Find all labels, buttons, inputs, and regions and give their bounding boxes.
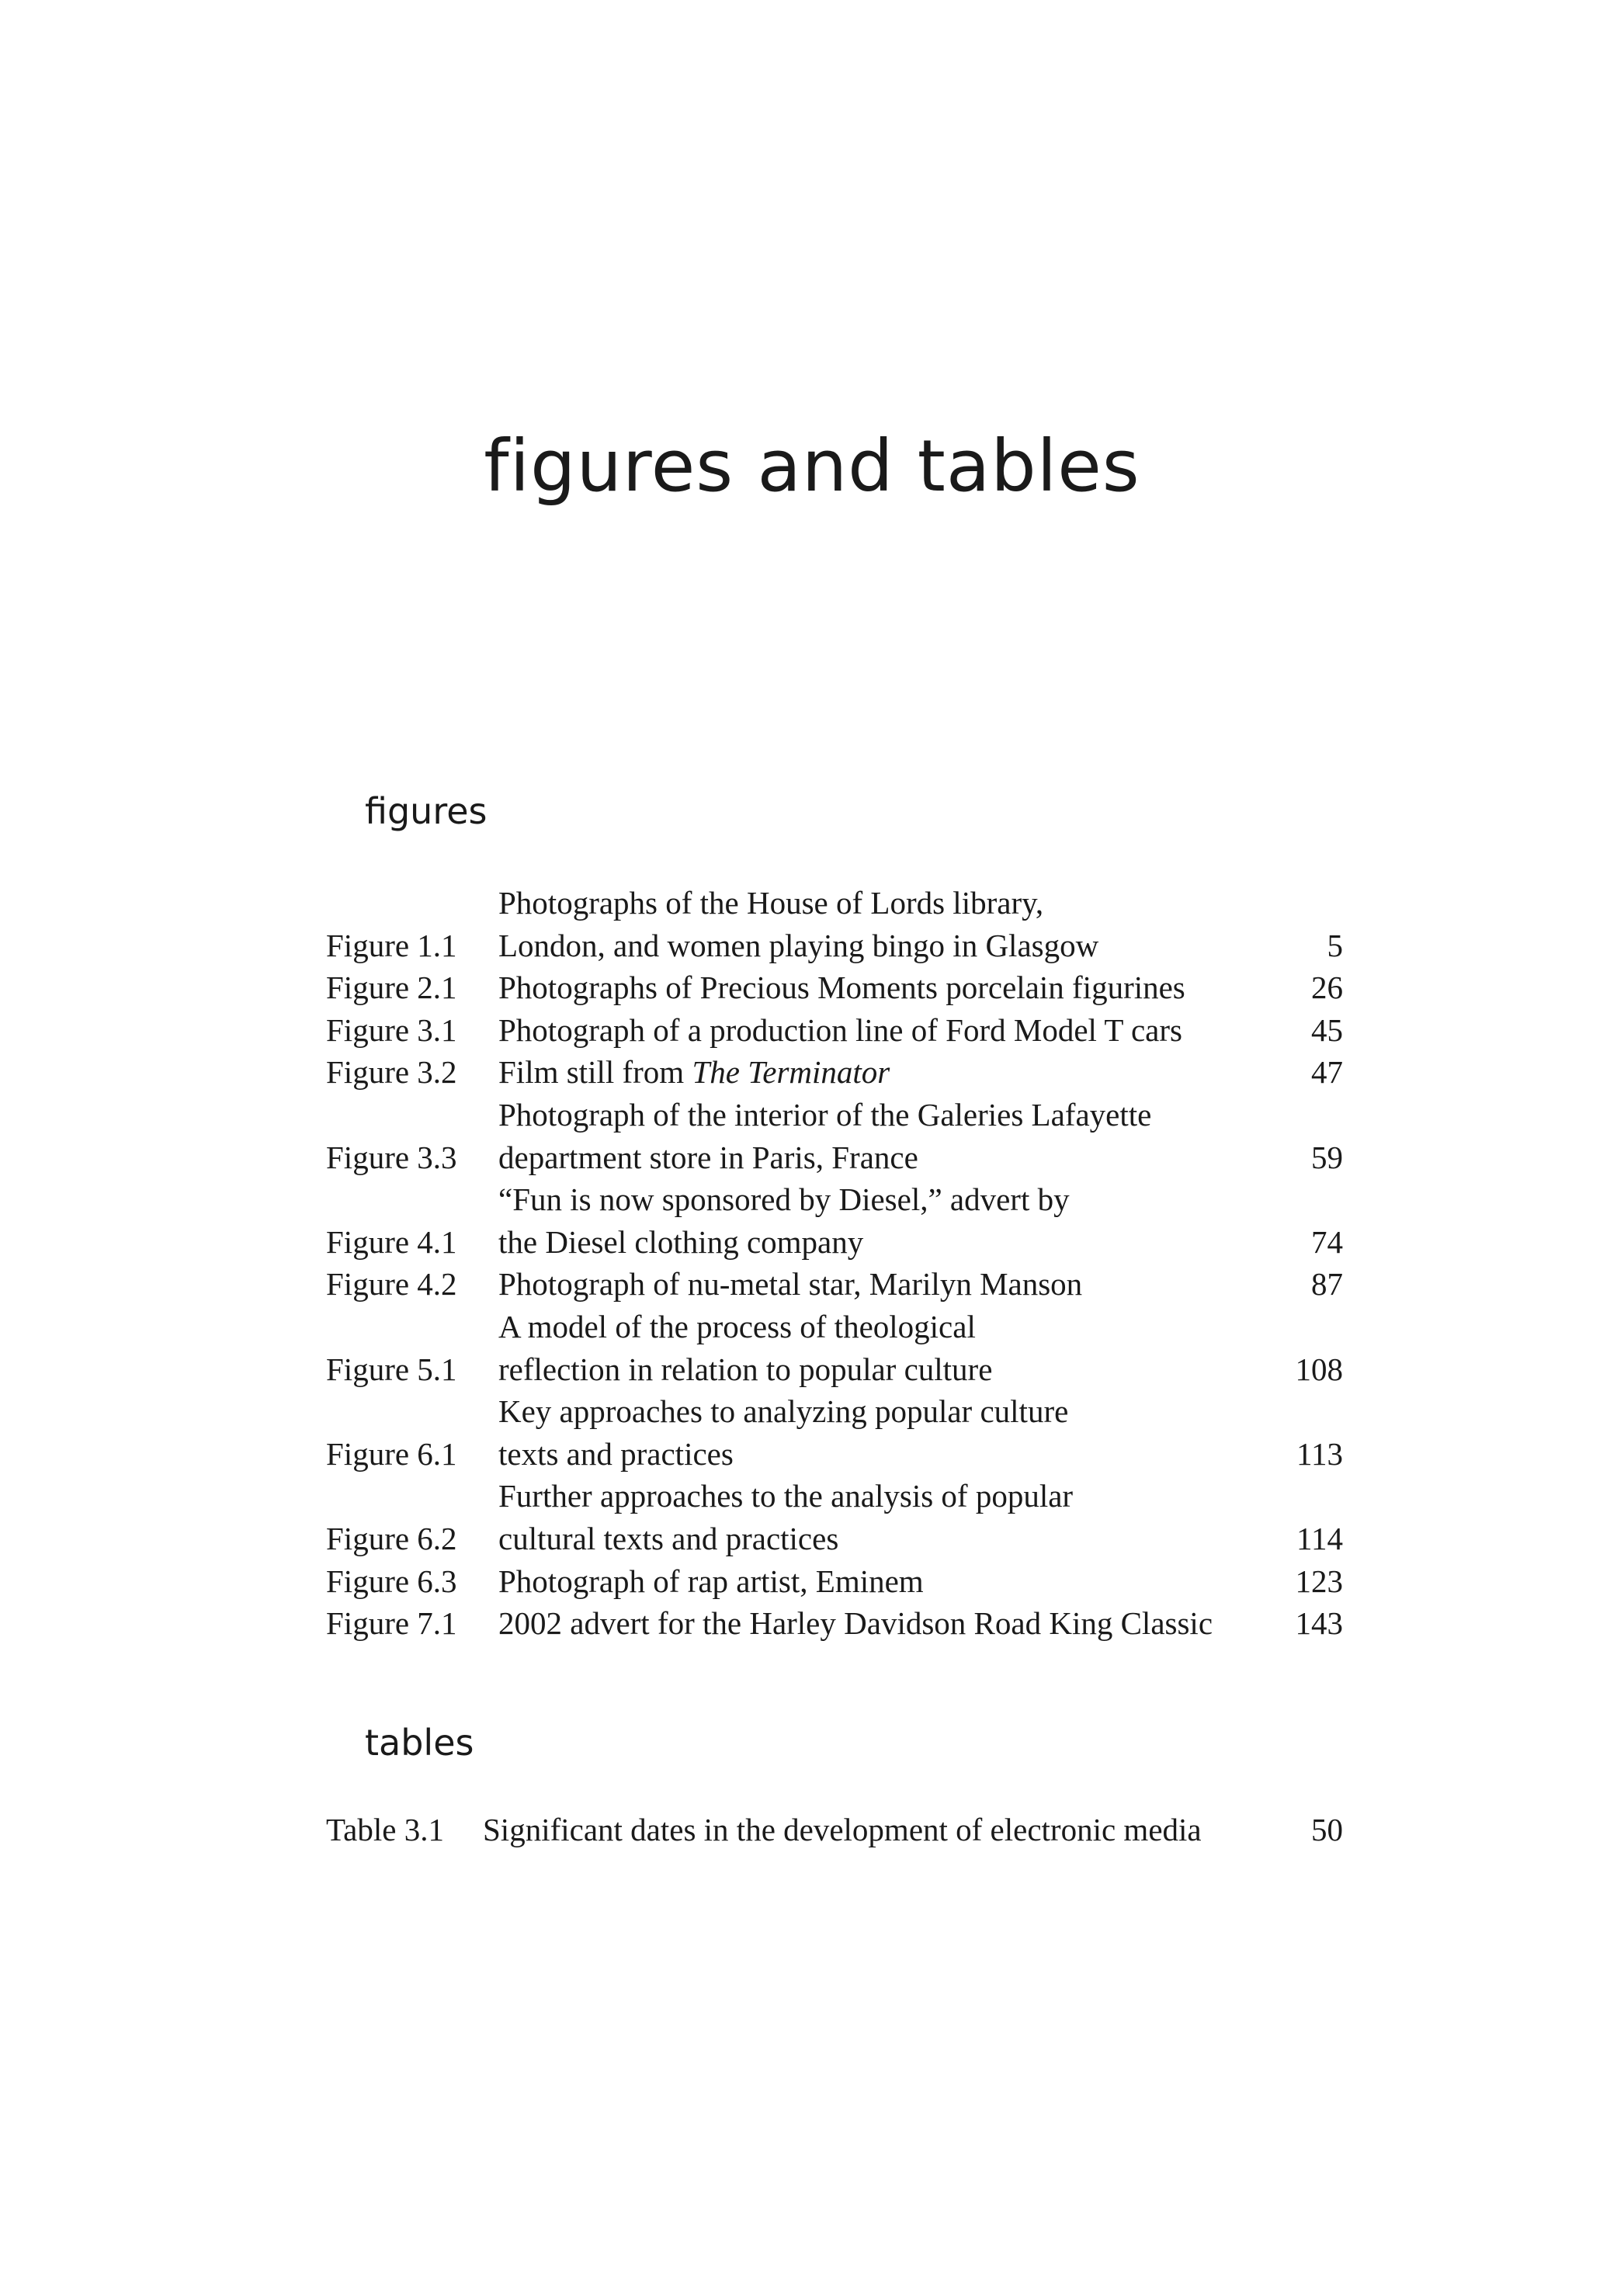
figure-entry [326,1475,1343,1559]
figure-description [498,1390,1273,1475]
tables-list [326,1809,1343,1851]
figure-description-line: department store in Paris, France [498,1139,918,1175]
tables-section-heading: tables [365,1722,474,1764]
figure-label: Figure 4.1 [326,1223,457,1260]
figure-description-line: 2002 advert for the Harley Davidson Road King Classic [498,1605,1213,1642]
figure-description-line [498,1051,1273,1094]
figure-description-line: Photograph of the interior of the Galeries Lafayette [498,1096,1152,1133]
figure-label: Figure 6.3 [326,1563,457,1599]
figure-description [498,1094,1273,1178]
figure-description-line: cultural texts and practices [498,1520,839,1556]
figure-description-line: texts and practices [498,1435,734,1472]
figure-description [498,966,1273,1009]
figures-list [326,882,1343,1645]
figure-description [498,1009,1273,1052]
figure-page-number: 114 [1296,1520,1343,1556]
figure-label: Figure 7.1 [326,1605,457,1642]
figure-description-line: Photographs of the House of Lords library, [498,885,1044,921]
figure-page-number: 47 [1311,1054,1343,1091]
figure-label: Figure 5.1 [326,1351,457,1387]
figure-description-text: Film still from [498,1054,692,1091]
figure-description-line: “Fun is now sponsored by Diesel,” advert by [498,1181,1070,1218]
figure-label: Figure 6.1 [326,1435,457,1472]
figure-page-number: 87 [1311,1266,1343,1303]
table-description [483,1809,1273,1851]
figure-entry [326,1306,1343,1390]
film-title: The Terminator [692,1054,890,1091]
figure-description [498,1560,1273,1603]
figure-entry [326,1009,1343,1052]
figure-description-line: A model of the process of theological [498,1308,976,1344]
figure-description [498,1306,1273,1390]
figure-page-number: 26 [1311,970,1343,1006]
figure-entry [326,882,1343,966]
table-entry [326,1809,1343,1851]
figure-entry [326,1178,1343,1263]
figure-description-line: Photograph of nu-metal star, Marilyn Manson [498,1266,1083,1303]
figure-description [498,882,1273,966]
figure-label: Figure 3.2 [326,1054,457,1091]
figure-entry [326,1094,1343,1178]
figure-description [498,1263,1273,1306]
figures-section-heading: figures [365,790,488,832]
figure-description-line: reflection in relation to popular culture [498,1351,993,1387]
figure-page-number: 74 [1311,1223,1343,1260]
figure-entry [326,1390,1343,1475]
figure-entry [326,1560,1343,1603]
figure-page-number: 123 [1295,1563,1343,1599]
figure-page-number: 143 [1295,1605,1343,1642]
figure-description-line: Photographs of Precious Moments porcelain figurines [498,970,1185,1006]
page-title: figures and tables [484,425,1140,508]
figure-description-line: Photograph of a production line of Ford Model T cars [498,1011,1182,1048]
table-label: Table 3.1 [326,1812,444,1847]
table-description-line: Significant dates in the development of electronic media [483,1812,1202,1847]
figure-entry [326,1051,1343,1094]
figure-label: Figure 2.1 [326,970,457,1006]
figure-entry [326,1602,1343,1645]
figure-description-line: the Diesel clothing company [498,1223,864,1260]
figure-description [498,1475,1273,1559]
figure-description [498,1051,1273,1094]
figure-description-line: Photograph of rap artist, Eminem [498,1563,924,1599]
figure-label: Figure 3.1 [326,1011,457,1048]
figure-label: Figure 6.2 [326,1520,457,1556]
figure-description [498,1602,1273,1645]
figure-description-line: Further approaches to the analysis of popular [498,1478,1074,1514]
figure-page-number: 5 [1327,927,1343,963]
figure-label: Figure 3.3 [326,1139,457,1175]
figure-description-line: Key approaches to analyzing popular culture [498,1393,1069,1430]
figure-entry [326,1263,1343,1306]
figure-description-line: London, and women playing bingo in Glasgow [498,927,1099,963]
figure-label: Figure 1.1 [326,927,457,963]
figure-entry [326,966,1343,1009]
figure-label: Figure 4.2 [326,1266,457,1303]
figure-page-number: 59 [1311,1139,1343,1175]
figure-page-number: 108 [1295,1351,1343,1387]
table-page-number: 50 [1311,1812,1343,1847]
figure-page-number: 113 [1296,1435,1343,1472]
figure-page-number: 45 [1311,1011,1343,1048]
figure-description [498,1178,1273,1263]
